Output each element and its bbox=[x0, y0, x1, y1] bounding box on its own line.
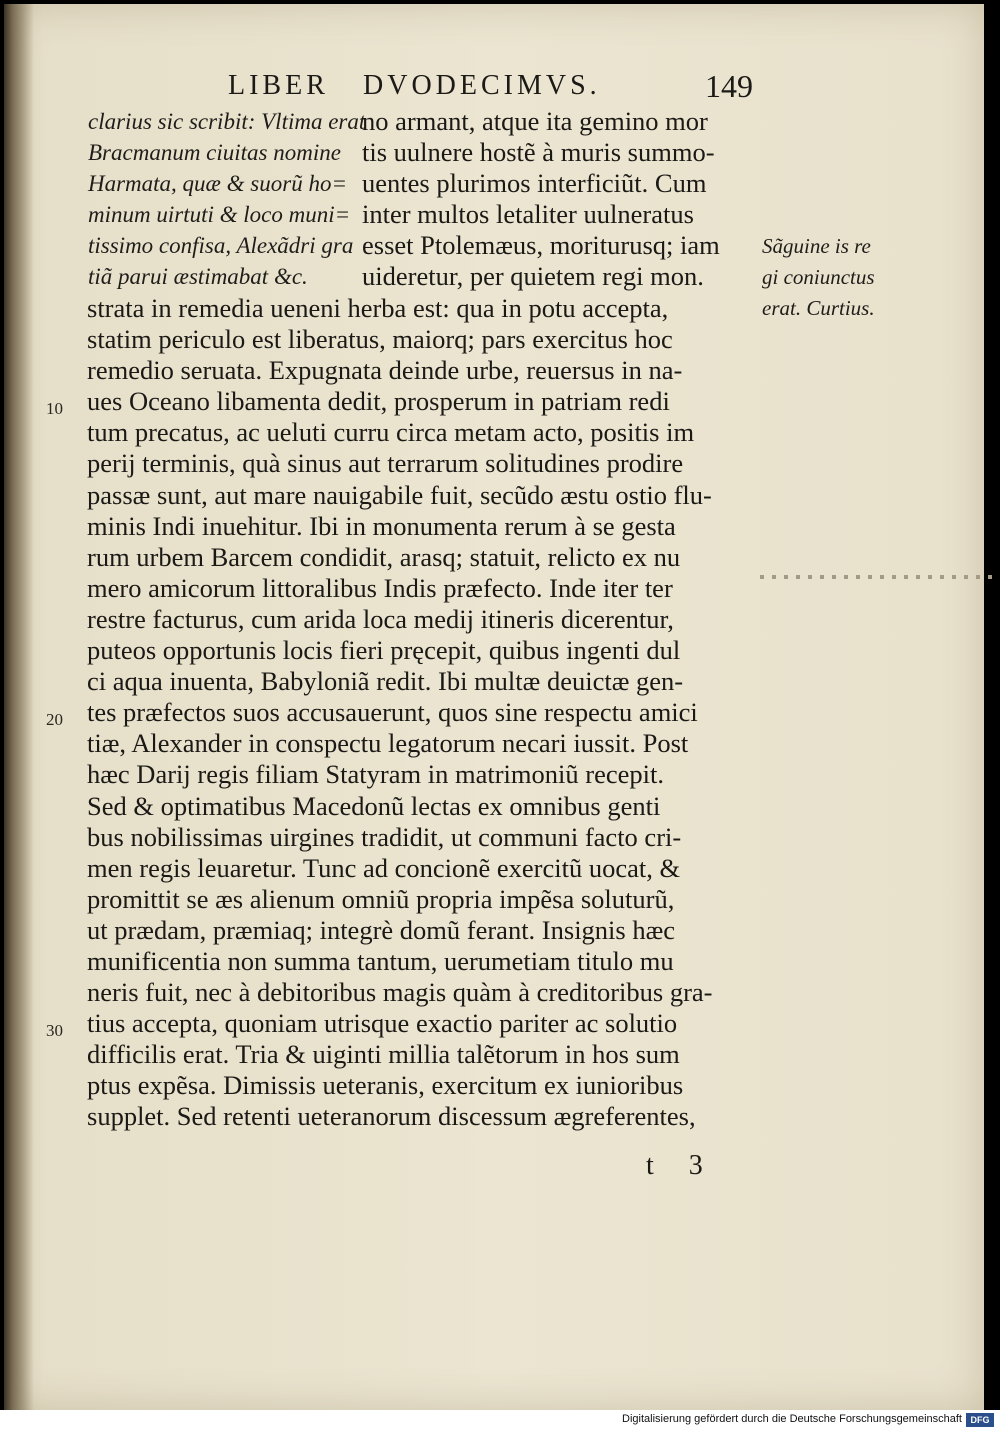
signature-mark: t 3 bbox=[646, 1150, 717, 1181]
text-line: tum precatus, ac ueluti curru circa metam acto, positis im bbox=[87, 417, 695, 448]
note-line: Bracmanum ciuitas nomine bbox=[88, 140, 341, 165]
left-marginal-note bbox=[88, 106, 366, 292]
text-line: men regis leuaretur. Tunc ad concionẽ exercitũ uocat, & bbox=[87, 852, 681, 883]
text-line: munificentia non summa tantum, uerumetiam titulo mu bbox=[87, 945, 674, 976]
text-line: no armant, atque ita gemino mor bbox=[362, 106, 708, 136]
text-line: rum urbem Barcem condidit, arasq; statuit, relicto ex nu bbox=[87, 541, 681, 572]
text-line: perij terminis, quà sinus aut terrarum solitudines prodire bbox=[87, 448, 684, 479]
text-line: ptus expẽsa. Dimissis ueteranis, exercitum ex iunioribus bbox=[87, 1070, 684, 1101]
text-line: ut prædam, præmiaq; integrè domũ ferant. Insignis hæc bbox=[87, 914, 676, 945]
text-line: tius accepta, quoniam utrisque exactio pariter ac solutio bbox=[87, 1008, 678, 1039]
text-line: restre facturus, cum arida loca medij itineris dicerentur, bbox=[87, 603, 674, 634]
note-line: erat. Curtius. bbox=[762, 296, 875, 320]
text-line: hæc Darij regis filiam Statyram in matrimoniũ recepit. bbox=[87, 759, 664, 790]
funding-credit: Digitalisierung gefördert durch die Deutsche Forschungsgemeinschaft bbox=[622, 1413, 962, 1425]
text-line: ci aqua inuenta, Babyloniã redit. Ibi multæ deuictæ gen- bbox=[87, 666, 684, 697]
line-number: 20 bbox=[46, 710, 63, 729]
dfg-logo: DFG bbox=[966, 1413, 994, 1427]
text-line: uentes plurimos interficiũt. Cum bbox=[362, 168, 707, 199]
body-text-top bbox=[362, 106, 762, 293]
text-line: supplet. Sed retenti ueteranorum discessum ægreferentes, bbox=[87, 1101, 696, 1132]
note-line: Sãguine is re bbox=[762, 234, 871, 258]
note-line: tiã parui æstimabat &c. bbox=[88, 264, 308, 289]
text-line: tes præfectos suos accusauerunt, quos sine respectu amici bbox=[87, 697, 698, 728]
text-line: uideretur, per quietem regi mon. bbox=[362, 261, 704, 292]
text-line: tiæ, Alexander in conspectu legatorum necari iussit. Post bbox=[87, 728, 689, 759]
note-line: minum uirtuti & loco muni= bbox=[88, 202, 351, 227]
running-header-left: LIBER bbox=[228, 70, 329, 101]
note-line: tissimo confisa, Alexãdri gra bbox=[88, 233, 354, 258]
line-number: 30 bbox=[46, 1021, 63, 1040]
binding-gutter bbox=[4, 4, 34, 1410]
text-line: remedio seruata. Expugnata deinde urbe, reuersus in na- bbox=[87, 355, 683, 386]
right-marginal-note bbox=[762, 231, 902, 324]
note-line: clarius sic scribit: Vltima erat bbox=[88, 109, 366, 134]
body-text bbox=[87, 293, 759, 1133]
text-line: minis Indi inuehitur. Ibi in monumenta rerum à se gesta bbox=[87, 510, 676, 541]
text-line: esset Ptolemæus, moriturusq; iam bbox=[362, 230, 720, 261]
running-header-right: DVODECIMVS. bbox=[363, 70, 601, 101]
text-line: promittit se æs alienum omniũ propria impẽsa soluturũ, bbox=[87, 883, 675, 914]
text-line: neris fuit, nec à debitoribus magis quàm à creditoribus gra- bbox=[87, 977, 713, 1008]
text-line: puteos opportunis locis fieri pręcepit, quibus ingenti dul bbox=[87, 635, 681, 666]
text-line: mero amicorum littoralibus Indis præfecto. Inde iter ter bbox=[87, 572, 673, 603]
text-line: strata in remedia ueneni herba est: qua in potu accepta, bbox=[87, 293, 669, 323]
line-number: 10 bbox=[46, 399, 63, 418]
note-line: Harmata, quæ & suorũ ho= bbox=[88, 171, 347, 196]
page-number: 149 bbox=[705, 68, 753, 104]
text-line: ues Oceano libamenta dedit, prosperum in patriam redi bbox=[87, 386, 670, 417]
text-line: difficilis erat. Tria & uiginti millia talẽtorum in hos sum bbox=[87, 1039, 680, 1070]
text-line: inter multos letaliter uulneratus bbox=[362, 199, 694, 230]
text-line: Sed & optimatibus Macedonũ lectas ex omnibus genti bbox=[87, 790, 661, 821]
page-edge-dots bbox=[760, 575, 992, 579]
text-line: bus nobilissimas uirgines tradidit, ut communi facto cri- bbox=[87, 821, 682, 852]
text-line: passæ sunt, aut mare nauigabile fuit, secũdo æstu ostio flu- bbox=[87, 479, 712, 510]
text-line: statim periculo est liberatus, maiorq; pars exercitus hoc bbox=[87, 324, 673, 355]
text-line: tis uulnere hostẽ à muris summo- bbox=[362, 137, 715, 168]
note-line: gi coniunctus bbox=[762, 265, 875, 289]
